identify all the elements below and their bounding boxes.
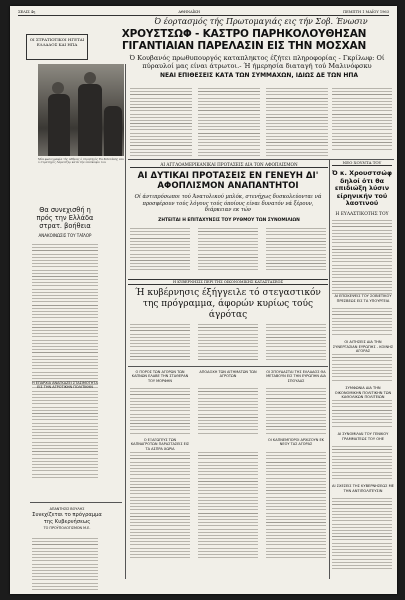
article-headline: ΑΠΟΔΟΧΗ ΤΩΝ ΑΙΤΗΜΑΤΩΝ ΤΩΝ ΑΓΡΟΤΩΝ <box>199 370 257 379</box>
right-headline: Ό κ. Χρουστσώφ δηλοί ότι θα επιδιώξη λύσιν είρηνικήν τού λαοτινού <box>332 169 392 208</box>
housing-section-band: Η ΚΥΒΕΡΝΗΣΙΣ ΠΕΡΙ ΤΗΣ ΟΙΚΟΝΟΜΙΚΗΣ ΚΑΤΑΣΤΑΣΕΩΣ <box>128 279 328 285</box>
article-column <box>198 324 258 362</box>
bottom-left-article <box>32 506 102 532</box>
article-column <box>130 452 190 560</box>
disarmament-deck: ΖΗΤΕΙΤΑΙ Η ΕΠΙΤΑΧΥΝΣΙΣ ΤΟΥ ΡΥΘΜΟΥ ΤΩΝ ΣΥΝΟΜΙΛΙΩΝ <box>158 218 300 223</box>
right-brief: ΑΙ ΣΥΝΟΜΙΛΙΑΙ ΤΟΥ ΓΕΝΙΚΟΥ ΓΡΑΜΜΑΤΕΩΣ ΤΟΥ ΟΗΕ <box>337 432 389 441</box>
bottom-left-headline: Συνεχίζεται το πρόγραμμα της Κυβερνήσεως <box>32 512 102 525</box>
section-band: ΑΙ ΑΓΓΛΟΑΜΕΡΙΚΑΝΙΚΑΙ ΠΡΟΤΑΣΕΙΣ ΔΙΑ ΤΟΝ ΑΦΟΠΛΙΣΜΟΝ <box>130 162 328 168</box>
article-column <box>332 446 392 481</box>
article-column <box>266 452 326 560</box>
article-column <box>32 538 98 592</box>
kicker-headline: Ό έορτασμός τής Πρωτομαγιάς εις τήν Σοβ. Ένωσιν <box>154 17 368 26</box>
article-headline: Ο ΕΞΑΓΩΓΕΥΣ ΤΩΝ ΚΑΠΝΑΓΡΟΤΩΝ ΠΑΡΑΣΤΑΣΕΙΣ ΕΙΣ ΤΑ ΑΣΠΡΑ ΧΩΡΙΑ <box>130 438 190 451</box>
article-column <box>266 228 326 273</box>
article-column <box>332 88 392 152</box>
article-headline: Ο ΠΟΡΟΣ ΤΩΝ ΑΓΟΡΩΝ ΤΩΝ ΚΑΠΝΩΝ ΕΛΑΒΕ ΤΗΝ ΣΤΑΘΕΡΑΝ ΤΟΥ ΜΟΡΦΗΝ <box>131 370 189 383</box>
paper-title: ΑΘΗΝΑΪΚΗ <box>178 9 200 14</box>
article-column <box>198 228 258 273</box>
news-photo <box>38 64 124 156</box>
photo-caption: Μία φωτογραφία τής Αθήνας ό στρατηγός Ευ.Σεϊντάκης και ό στρατηγός Λέμνιτζερ κατά τήν επίσκεψιν του <box>38 157 124 165</box>
article-column <box>332 354 392 383</box>
disarmament-subhead: Οί άντιπρόσωποι τού Άνατολικού μπλόκ, στενήχως δυσκολεύονται νά προσφέρουν τούς λόγους τούς όποίους είναι δυνατόν νά ξέρουν, διάρκειαν εκ τών <box>134 194 322 214</box>
article-headline: ΟΙ ΚΑΠΝΕΜΠΟΡΟΙ ΑΡΧΙΖΟΥΝ ΕΚ ΝΕΟΥ ΤΑΣ ΑΓΟΡΑΣ <box>268 438 324 447</box>
page-number: ΣΕΛΙΣ 4η <box>18 9 36 14</box>
article-headline: ΟΙ ΣΠΟΥΔΑΣΤΑΙ ΤΗΣ ΕΛΛΑΔΟΣ ΘΑ ΜΕΤΑΒΟΥΝ ΕΙΣ ΤΗΝ ΕΥΡΩΠΗΝ ΔΙΑ ΣΠΟΥΔΑΣ <box>266 370 326 383</box>
article-column <box>266 324 326 362</box>
bottom-left-kicker: ΑΠΑΝΤΗΣΙΣ ΒΟΥΛΗΣ <box>49 507 85 511</box>
article-column <box>198 388 258 436</box>
newspaper-page <box>10 6 397 594</box>
article-column <box>130 228 190 273</box>
housing-headline: Ή κυβέρνησις έξήγγειλε τό στεγαστικόν της πρόγραμμα, άφορών κυρίως τούς άγρότας <box>135 288 321 320</box>
right-brief: ΑΙ ΣΧΕΣΕΙΣ ΤΗΣ ΚΥΒΕΡΝΗΣΕΩΣ ΜΕ ΤΗΝ ΑΝΤΙΠΟΛΙΤΕΥΣΙΝ <box>332 484 394 493</box>
masthead <box>18 8 389 16</box>
article-column <box>332 498 392 571</box>
article-column <box>266 388 326 436</box>
issue-date: ΠΕΜΠΤΗ 1 ΜΑΪΟΥ 1963 <box>343 9 389 14</box>
bottom-left-footer: ΤΟ ΠΡΟΫΠΟΛΟΓΙΣΜΟΝ Μ.Ε. <box>43 526 91 531</box>
article-column <box>332 400 392 429</box>
military-aid-text: Θα συνεχισθή η πρός την Ελλάδα στρατ. βοήθεια <box>36 206 94 230</box>
article-column <box>198 88 260 158</box>
article-column <box>32 244 98 480</box>
article-column <box>198 452 258 560</box>
military-aid-headline <box>32 206 98 240</box>
article-column <box>130 324 190 362</box>
article-column <box>266 88 328 158</box>
main-subheadline: Ό Κουβανός πρωθυπουργός καταπληκτος έζήτει πληροφορίας - Γκρίλωφ: Οί πύραυλοί μας είναι άτρωτοι.- Ή ήμερησία διαταγή τού Μαλινόφσκυ <box>129 54 385 70</box>
right-section-title: ΝΕΟ ΧΟΥΝΤΑ ΤΟΥ <box>332 160 392 166</box>
right-subhead: Η ΕΥΛΑΣΤΙΚΟΤΗΣ ΤΟΥ <box>335 212 389 217</box>
article-headline: Η ΕΠΑΡΧΙΑ ΑΝΑΓΚΑΖΕΙ ΣΤΑΣΙΜΟΤΗΤΑ ΕΙΣ ΤΗΝ ΑΓΡΟΤΙΚΗΝ ΠΟΛΙΤΙΚΗΝ <box>32 381 98 390</box>
disarmament-headline: ΑΙ ΔΥΤΙΚΑΙ ΠΡΟΤΑΣΕΙΣ ΕΝ ΓΕΝΕΥΗ ΔΙ' ΑΦΟΠΛΙΣΜΟΝ ΑΝΑΠΑΝΤΗΤΟΙ <box>137 171 319 191</box>
article-column <box>130 88 192 158</box>
military-aid-note: ΑΝΑΚΟΙΝΩΣΙΣ ΤΟΥ ΤΑΪΛΟΡ <box>38 233 92 238</box>
main-headline: ΧΡΟΥΣΤΣΩΦ - ΚΑΣΤΡΟ ΠΑΡΗΚΟΛΟΥΘΗΣΑΝ ΓΙΓΑΝΤΙΑΙΑΝ ΠΑΡΕΛΑΣΙΝ ΕΙΣ ΤΗΝ ΜΟΣΧΑΝ <box>121 28 367 52</box>
right-brief: ΣΥΜΦΩΝΙΑ ΔΙΑ ΤΗΝ ΟΙΚΟΝΟΜΙΚΗΝ ΠΟΛΙΤΙΚΗΝ ΤΩΝ ΚΑΘΟΛΙΚΩΝ ΠΟΛΙΤΕΙΩΝ <box>334 386 392 400</box>
main-deck: ΝΕΑΙ ΕΠΙΘΕΣΕΙΣ ΚΑΤΑ ΤΩΝ ΣΥΜΜΑΧΩΝ, ΙΔΙΩΣ ΔΕ ΤΩΝ ΗΠΑ <box>159 72 359 79</box>
article-column <box>332 308 392 337</box>
article-column <box>332 220 392 297</box>
right-brief: ΑΙ ΕΠΙΣΚΕΨΕΙΣ ΤΟΥ ΣΟΒΙΕΤΙΚΟΥ ΠΡΕΣΒΕΩΣ ΕΙΣ ΤΑ ΥΠΟΥΡΓΕΙΑ <box>334 294 392 303</box>
photo-headline-box: ΟΙ ΣΤΡΑΤΙΩΤΙΚΟΙ ΗΓΕΤΑΙ ΕΛΛΑΔΟΣ ΚΑΙ ΗΠΑ <box>26 34 88 60</box>
right-brief: ΟΙ ΑΙΤΗΣΕΙΣ ΔΙΑ ΤΗΝ ΣΥΝΕΡΓΑΣΙΑΝ ΕΥΡΩΠΗΣ - ΚΟΙΝΗΣ ΑΓΟΡΑΣ <box>332 340 394 354</box>
article-column <box>130 388 190 436</box>
